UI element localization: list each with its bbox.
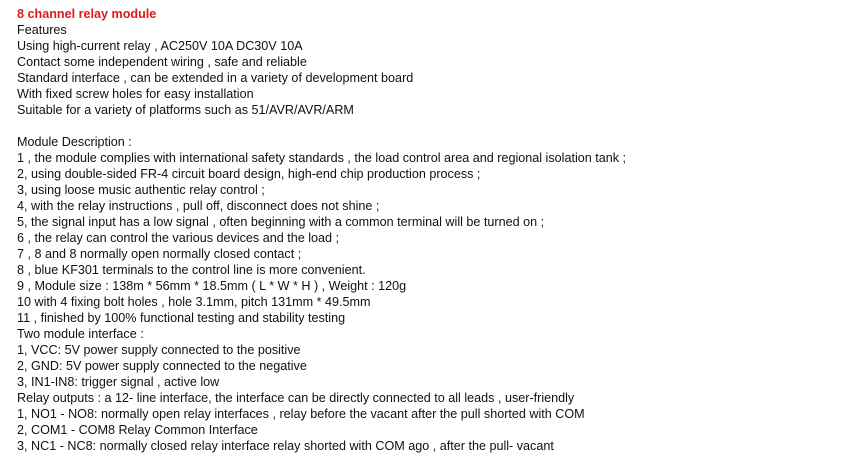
description-line: 1 , the module complies with international safety standards , the load control area and regional isolation tank ; (17, 151, 627, 165)
interface-line: 3, IN1-IN8: trigger signal , active low (17, 375, 220, 389)
interface-line: 1, VCC: 5V power supply connected to the positive (17, 343, 301, 357)
interface-heading: Two module interface : (17, 327, 144, 341)
feature-line: Contact some independent wiring , safe and reliable (17, 55, 307, 69)
description-line: 9 , Module size : 138m * 56mm * 18.5mm ( L * W * H ) , Weight : 120g (17, 279, 407, 293)
description-heading: Module Description : (17, 135, 132, 149)
product-description (17, 6, 857, 454)
description-line: 8 , blue KF301 terminals to the control line is more convenient. (17, 263, 366, 277)
output-line: 2, COM1 - COM8 Relay Common Interface (17, 423, 258, 437)
description-line: 5, the signal input has a low signal , often beginning with a common terminal will be turned on ; (17, 215, 545, 229)
description-line: 4, with the relay instructions , pull off, disconnect does not shine ; (17, 199, 380, 213)
features-heading: Features (17, 23, 67, 37)
feature-line: Using high-current relay , AC250V 10A DC30V 10A (17, 39, 303, 53)
description-line: 7 , 8 and 8 normally open normally closed contact ; (17, 247, 302, 261)
feature-line: With fixed screw holes for easy installation (17, 87, 254, 101)
paragraph-spacer (17, 118, 857, 134)
description-line: 2, using double-sided FR-4 circuit board design, high-end chip production process ; (17, 167, 481, 181)
interface-line: 2, GND: 5V power supply connected to the negative (17, 359, 307, 373)
feature-line: Standard interface , can be extended in a variety of development board (17, 71, 414, 85)
output-line: 3, NC1 - NC8: normally closed relay interface relay shorted with COM ago , after the pull- vacant (17, 439, 554, 453)
description-line: 6 , the relay can control the various devices and the load ; (17, 231, 340, 245)
feature-line: Suitable for a variety of platforms such as 51/AVR/AVR/ARM (17, 103, 354, 117)
product-title: 8 channel relay module (17, 7, 157, 21)
outputs-heading: Relay outputs : a 12- line interface, the interface can be directly connected to all leads , user-friendly (17, 391, 575, 405)
description-line: 3, using loose music authentic relay control ; (17, 183, 265, 197)
output-line: 1, NO1 - NO8: normally open relay interfaces , relay before the vacant after the pull shorted with COM (17, 407, 585, 421)
description-line: 10 with 4 fixing bolt holes , hole 3.1mm, pitch 131mm * 49.5mm (17, 295, 371, 309)
description-line: 11 , finished by 100% functional testing and stability testing (17, 311, 346, 325)
